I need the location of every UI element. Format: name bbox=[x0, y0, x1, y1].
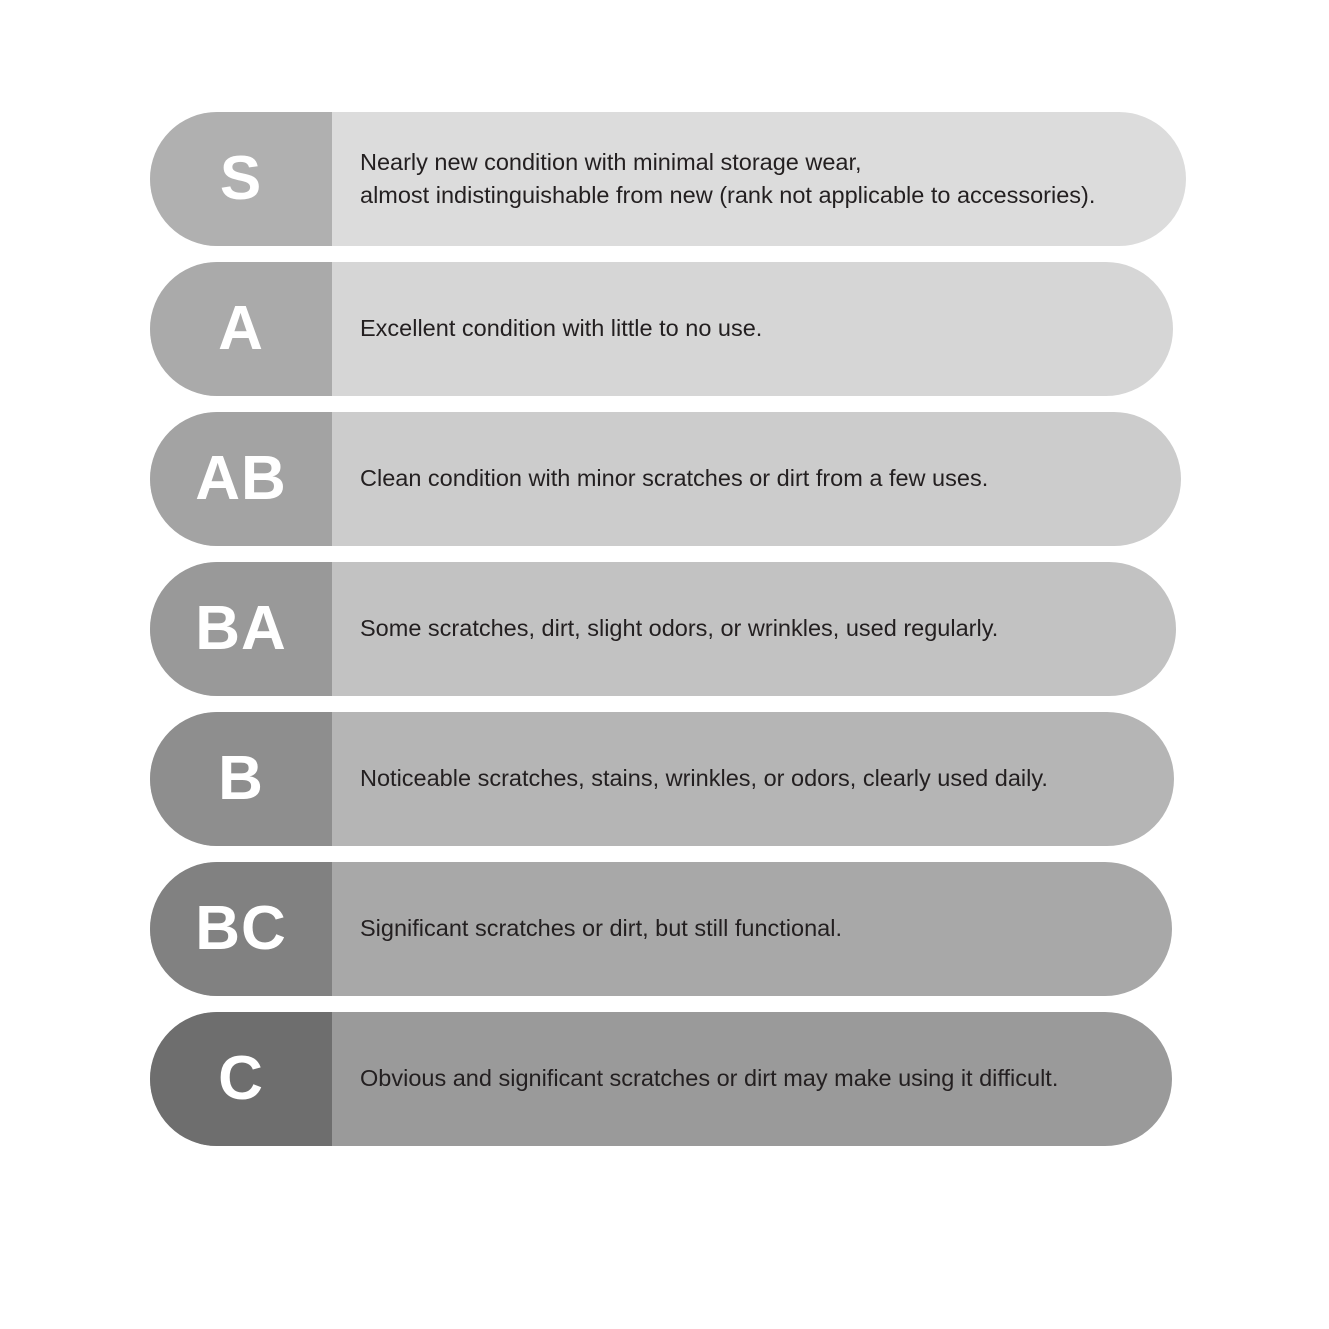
grade-row bbox=[150, 112, 1186, 246]
grade-description-text: Obvious and significant scratches or dirt may make using it difficult. bbox=[360, 1065, 1059, 1092]
grade-description bbox=[332, 412, 1181, 546]
grade-label: B bbox=[218, 744, 264, 813]
grade-row bbox=[150, 1012, 1172, 1146]
grade-description bbox=[332, 1012, 1172, 1146]
grade-badge bbox=[150, 862, 332, 996]
grade-label: A bbox=[218, 294, 264, 363]
grade-description bbox=[332, 862, 1172, 996]
grade-description-text: Significant scratches or dirt, but still functional. bbox=[360, 915, 842, 942]
grade-description bbox=[332, 562, 1176, 696]
grade-row bbox=[150, 862, 1172, 996]
grade-badge bbox=[150, 412, 332, 546]
grade-label: C bbox=[218, 1044, 264, 1113]
grade-label: AB bbox=[195, 444, 287, 513]
grade-chart bbox=[150, 112, 1186, 1162]
grade-row bbox=[150, 712, 1174, 846]
grade-description bbox=[332, 262, 1173, 396]
grade-row bbox=[150, 262, 1173, 396]
grade-badge bbox=[150, 1012, 332, 1146]
grade-label: BC bbox=[195, 894, 287, 963]
grade-badge bbox=[150, 562, 332, 696]
grade-label: BA bbox=[195, 594, 287, 663]
grade-description-text: Excellent condition with little to no use. bbox=[360, 315, 763, 342]
grade-description bbox=[332, 712, 1174, 846]
grade-description-text: Some scratches, dirt, slight odors, or wrinkles, used regularly. bbox=[360, 615, 999, 642]
grade-badge bbox=[150, 112, 332, 246]
grade-badge bbox=[150, 712, 332, 846]
grade-row bbox=[150, 562, 1176, 696]
grade-badge bbox=[150, 262, 332, 396]
grade-label: S bbox=[219, 144, 263, 213]
grade-description-text: Noticeable scratches, stains, wrinkles, or odors, clearly used daily. bbox=[360, 765, 1048, 792]
grade-description-text: Clean condition with minor scratches or dirt from a few uses. bbox=[360, 465, 989, 492]
grade-row bbox=[150, 412, 1181, 546]
grade-description-text: Nearly new condition with minimal storage wear, almost indistinguishable from new (rank not applicable to accessories). bbox=[360, 148, 1096, 208]
grade-description bbox=[332, 112, 1186, 246]
